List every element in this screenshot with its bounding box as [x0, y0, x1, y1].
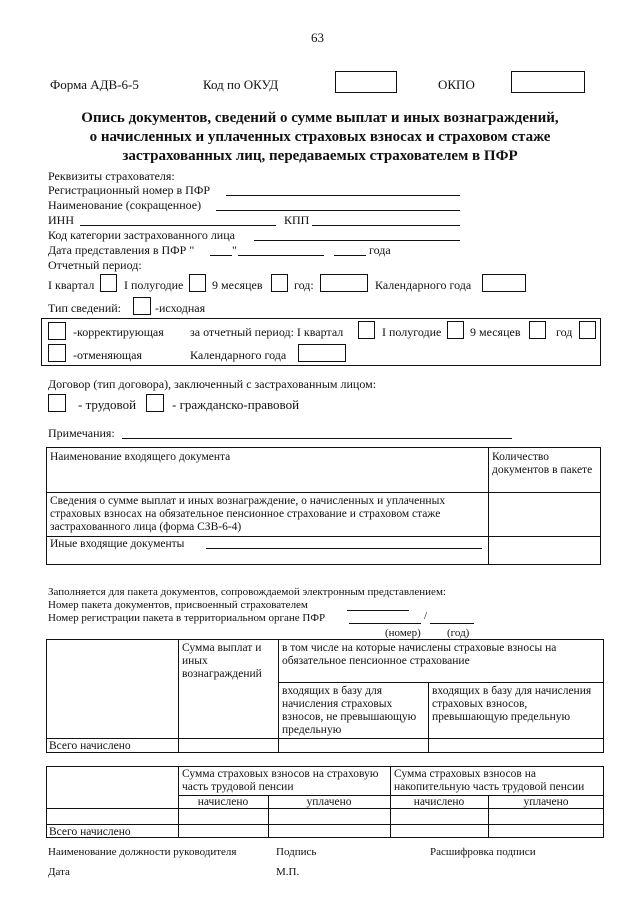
contrib-total-line	[46, 824, 604, 825]
info-corrective-checkbox[interactable]	[48, 322, 66, 340]
signature-decode-label: Расшифровка подписи	[430, 846, 536, 858]
notes-label: Примечания:	[48, 426, 115, 440]
package-number-caption: (номер)	[385, 627, 421, 639]
info-half-label: I полугодие	[382, 325, 442, 339]
okud-label: Код по ОКУД	[203, 77, 279, 92]
date-label: Дата	[48, 866, 70, 878]
contrib-funded-paid: уплачено	[523, 796, 569, 808]
contrib-insurance-paid: уплачено	[306, 796, 352, 808]
okpo-label: ОКПО	[438, 77, 475, 92]
period-q1-checkbox[interactable]	[100, 274, 117, 292]
period-nine-checkbox[interactable]	[271, 274, 288, 292]
category-code-field[interactable]	[254, 240, 460, 241]
contract-civil-label: - гражданско-правовой	[172, 397, 300, 412]
period-year-field[interactable]	[320, 274, 368, 292]
date-year-field[interactable]	[334, 255, 366, 256]
package-number-field[interactable]	[347, 610, 409, 611]
contrib-total-label: Всего начислено	[49, 826, 131, 838]
package-slash: /	[424, 610, 428, 622]
date-submitted-label: Дата представления в ПФР "	[48, 243, 195, 257]
docs-row-szv: Сведения о сумме выплат и иных вознаграждение, о начисленных и уплаченных страховых взносах на обязательное пенсионное страхование и страховом стаже застрахованного лица (форма СЗВ-6-4)	[50, 495, 446, 533]
inn-field[interactable]	[80, 225, 276, 226]
info-cancelling-label: -отменяющая	[73, 348, 142, 362]
contract-labor-label: - трудовой	[78, 397, 137, 412]
info-original-label: -исходная	[155, 301, 206, 315]
payments-sub-exceed: входящих в базу для начисления страховых взносов, превышающую предельную	[432, 685, 592, 723]
date-month-field[interactable]	[238, 255, 324, 256]
contract-labor-checkbox[interactable]	[48, 394, 66, 412]
package-reg-year-field[interactable]	[430, 623, 474, 624]
page-number: 63	[311, 30, 324, 45]
docs-count-other-field[interactable]	[489, 537, 600, 564]
docs-col-count-header: Количество документов в пакете	[492, 451, 593, 476]
title-line-3: застрахованных лиц, передаваемых страхователем в ПФР	[122, 148, 518, 164]
form-name: Форма АДВ-6-5	[50, 77, 139, 92]
kpp-label: КПП	[284, 213, 310, 227]
payments-sub-not-exceed: входящих в базу для начисления страховых взносов, не превышающую предельную	[282, 685, 417, 736]
info-type-label: Тип сведений:	[48, 301, 121, 315]
info-calendar-year-field[interactable]	[298, 344, 346, 362]
contrib-funded-header: Сумма страховых взносов на накопительную часть трудовой пенсии	[394, 768, 585, 793]
period-half-label: I полугодие	[124, 278, 184, 292]
date-quote: "	[232, 243, 237, 257]
contrib-insurance-accrued: начислено	[197, 796, 249, 808]
period-year-label: год:	[294, 278, 314, 292]
signature-label: Подпись	[276, 846, 317, 858]
info-nine-label: 9 месяцев	[470, 325, 521, 339]
period-q1-label: I квартал	[48, 278, 95, 292]
info-original-checkbox[interactable]	[133, 297, 151, 315]
period-calendar-year-label: Календарного года	[375, 278, 472, 292]
info-nine-checkbox[interactable]	[529, 321, 546, 339]
reg-number-label: Регистрационный номер в ПФР	[48, 183, 210, 197]
period-nine-label: 9 месяцев	[212, 278, 263, 292]
date-day-field[interactable]	[210, 255, 232, 256]
category-code-label: Код категории застрахованного лица	[48, 228, 235, 242]
period-calendar-year-field[interactable]	[482, 274, 526, 292]
payments-sub-line	[278, 682, 604, 683]
contrib-funded-accrued: начислено	[413, 796, 465, 808]
payments-div-3	[428, 682, 429, 753]
payments-total-label: Всего начислено	[49, 740, 131, 752]
inn-label: ИНН	[48, 213, 74, 227]
okud-field[interactable]	[335, 71, 397, 93]
docs-col-name-header: Наименование входящего документа	[50, 451, 231, 463]
package-year-caption: (год)	[447, 627, 470, 639]
info-calendar-year-label: Календарного года	[190, 348, 287, 362]
docs-row-other: Иные входящие документы	[50, 538, 185, 550]
info-half-checkbox[interactable]	[447, 321, 464, 339]
docs-count-szv-field[interactable]	[489, 493, 600, 536]
payments-div-2	[278, 639, 279, 753]
period-half-checkbox[interactable]	[189, 274, 206, 292]
reg-number-field[interactable]	[226, 195, 460, 196]
requisites-heading: Реквизиты страхователя:	[48, 169, 175, 183]
info-for-period-label: за отчетный период: I квартал	[190, 325, 344, 339]
period-heading: Отчетный период:	[48, 258, 142, 272]
payments-total-line	[46, 738, 604, 739]
payments-col-sum: Сумма выплат и иных вознаграждений	[182, 642, 262, 680]
package-reg-label: Номер регистрации пакета в территориальном органе ПФР	[48, 612, 326, 624]
contrib-insurance-header: Сумма страховых взносов на страховую часть трудовой пенсии	[182, 768, 379, 793]
package-note: Заполняется для пакета документов, сопровождаемой электронным представлением:	[48, 586, 446, 598]
stamp-label: М.П.	[276, 866, 300, 878]
info-year-checkbox[interactable]	[579, 321, 596, 339]
year-word: года	[369, 243, 391, 257]
name-short-field[interactable]	[216, 210, 460, 211]
docs-row-other-field[interactable]	[206, 548, 482, 549]
title-line-2: о начисленных и уплаченных страховых взносах и страховом стаже	[89, 129, 551, 145]
title-line-1: Опись документов, сведений о сумме выплат и иных вознаграждений,	[81, 110, 559, 126]
kpp-field[interactable]	[312, 225, 460, 226]
package-number-label: Номер пакета документов, присвоенный страхователем	[48, 599, 308, 611]
info-q1-checkbox[interactable]	[358, 321, 375, 339]
contract-label: Договор (тип договора), заключенный с застрахованным лицом:	[48, 377, 377, 391]
okpo-field[interactable]	[511, 71, 585, 93]
name-short-label: Наименование (сокращенное)	[48, 198, 202, 212]
package-reg-number-field[interactable]	[349, 623, 421, 624]
contract-civil-checkbox[interactable]	[146, 394, 164, 412]
notes-field[interactable]	[122, 438, 512, 439]
info-year-label: год	[556, 325, 573, 339]
payments-col-incl: в том числе на которые начислены страховые взносы на обязательное пенсионное страхование	[282, 642, 557, 667]
info-cancelling-checkbox[interactable]	[48, 344, 66, 362]
payments-div-1	[178, 639, 179, 753]
info-corrective-label: -корректирующая	[73, 325, 164, 339]
manager-position-label: Наименование должности руководителя	[48, 846, 237, 858]
